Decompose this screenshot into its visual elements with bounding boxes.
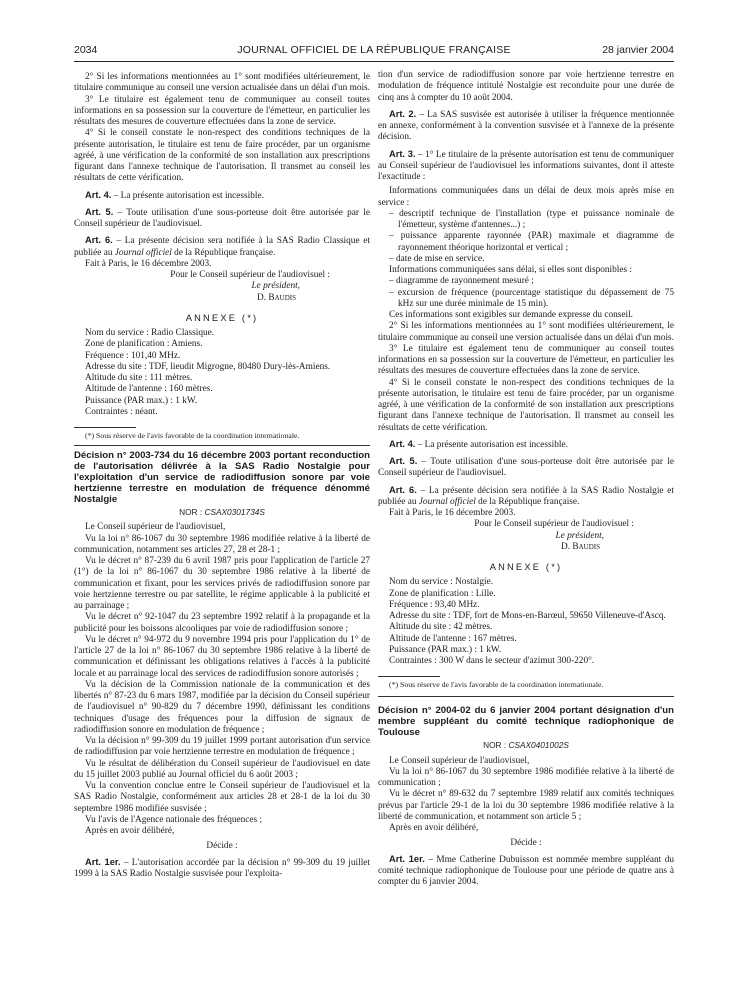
annex-line: Zone de planification : Amiens. xyxy=(85,339,203,350)
signature-role xyxy=(378,531,674,542)
article-label: Art. 4. xyxy=(389,438,416,449)
list-item: – puissance apparente rayonnée (PAR) maximale et diagramme de rayonnement théorique horizontal et vertical ; xyxy=(389,231,674,253)
annex-line: Altitude de l'antenne : 160 mètres. xyxy=(85,384,213,395)
body-paragraph: Vu le décret n° 87-239 du 6 avril 1987 pris pour l'application de l'article 27 (1°) de la loi n° 86-1067 du 30 septembre 1986 relative à la liberté de communication et fixant, pour les services privés de radiodiffusion sonore par voie hertzienne terrestre ou par satellite, le régime applicable à la publicité et au parrainage ; xyxy=(74,556,370,611)
article-5 xyxy=(378,456,674,480)
signature-role-text: Le président, xyxy=(555,530,604,541)
annex-line: Altitude du site : 42 mètres. xyxy=(389,622,493,633)
page-header xyxy=(74,44,674,60)
article-label: Art. 1er. xyxy=(85,856,121,867)
paragraph: tion d'un service de radiodiffusion sonore par voie hertzienne terrestre en modulation de fréquence intitulé Nostalgie est reconduite pour une durée de cinq ans à compter du 10 août 2004. xyxy=(378,70,674,103)
article-4 xyxy=(378,439,674,451)
signature-role xyxy=(74,281,370,292)
decide-heading: Décide : xyxy=(510,838,542,849)
article-text: – L'autorisation accordée par la décision n° 99-309 du 19 juillet 1999 à la SAS Radio Nostalgie susvisée pour l'exploita- xyxy=(74,857,370,879)
article-text: – La présente décision sera notifiée à la SAS Radio Classique et publiée au xyxy=(74,236,370,258)
article-1 xyxy=(378,854,674,889)
article-label: Art. 1er. xyxy=(389,853,425,864)
annex-line: Contraintes : 300 W dans le secteur d'azimut 300-220°. xyxy=(389,656,595,666)
paragraph: 3° Le titulaire est également tenu de communiquer au conseil toutes informations en sa possession sur la couverture de l'émetteur, en particulier les résultats des mesures de couverture effectuées dans la zone de service. xyxy=(74,94,370,127)
annex-line: Altitude du site : 111 mètres. xyxy=(85,373,193,383)
article-text: – La présente décision sera notifiée à la SAS Radio Nostalgie et publiée au xyxy=(378,485,674,507)
article-label: Art. 2. xyxy=(389,108,417,119)
decision-body xyxy=(378,756,674,835)
paragraph: 4° Si le conseil constate le non-respect des conditions techniques de la présente autorisation, le titulaire est tenu de faire procéder, par un organisme agréé, à une vérification de la conformité de son installation aux prescriptions figurant dans l'annexe technique de l'autorisation. Il transmet au conseil les résultats de cette vérification. xyxy=(378,377,674,433)
body-paragraph: Le Conseil supérieur de l'audiovisuel, xyxy=(85,522,226,533)
nor-label: NOR : xyxy=(483,740,509,751)
annex-line: Puissance (PAR max.) : 1 kW. xyxy=(389,644,502,655)
section-divider xyxy=(378,696,674,697)
annex-line: Puissance (PAR max.) : 1 kW. xyxy=(85,395,198,406)
header-rule xyxy=(74,61,674,62)
annex-line: Adresse du site : TDF, fort de Mons-en-Barœul, 59650 Villeneuve-d'Ascq. xyxy=(389,611,666,621)
journal-reference: Journal officiel xyxy=(418,496,476,507)
article-label: Art. 6. xyxy=(85,235,113,246)
body-paragraph: Le Conseil supérieur de l'audiovisuel, xyxy=(389,755,530,766)
list-item: – diagramme de rayonnement mesuré ; xyxy=(389,276,534,287)
article-label: Art. 5. xyxy=(389,456,418,466)
nor-code: CSAX0301734S xyxy=(204,507,265,517)
article-text: – Mme Catherine Dubuisson est nommée membre suppléant du comité technique radiophonique de Toulouse pour une période de quatre ans à compter du 6 janvier 2004. xyxy=(378,854,674,887)
divider xyxy=(378,676,440,677)
nor-code: CSAX0401002S xyxy=(508,740,569,751)
article-text: – La SAS susvisée est autorisée à utiliser la fréquence mentionnée en annexe, conformément à la convention susvisée et à l'annexe de la présente décision. xyxy=(378,109,674,143)
section-divider xyxy=(74,445,370,446)
annex-list xyxy=(74,328,370,418)
article-text: – Toute utilisation d'une sous-porteuse doit être autorisée par le Conseil supérieur de l'audiovisuel. xyxy=(74,207,370,229)
info-intro: Informations communiquées dans un délai de deux mois après mise en service : xyxy=(378,186,674,208)
article-6 xyxy=(74,235,370,259)
article-label: Art. 4. xyxy=(85,189,112,200)
annex-line: Contraintes : néant. xyxy=(85,406,158,417)
body-paragraph: Vu le décret n° 89-632 du 7 septembre 1989 relatif aux comités techniques prévus par l'article 29-1 de la loi du 30 septembre 1986 modifiée relative à la liberté de communication, et notamment son article 5 ; xyxy=(378,789,674,822)
body-paragraph: Après en avoir délibéré, xyxy=(389,823,479,833)
signature-line: Pour le Conseil supérieur de l'audiovisuel : xyxy=(474,519,634,530)
page-number: 2034 xyxy=(74,44,98,56)
journal-reference: Journal officiel xyxy=(114,247,172,258)
article-text: de la République française. xyxy=(475,496,580,507)
article-text: – La présente autorisation est incessible. xyxy=(415,439,568,450)
divider xyxy=(74,427,136,428)
info-list xyxy=(378,209,674,265)
nor-reference xyxy=(378,740,674,751)
body-paragraph: Vu la loi n° 86-1067 du 30 septembre 1986 modifiée relative à la liberté de communication, notamment ses articles 27, 28 et 28-1 ; xyxy=(74,533,370,555)
signature-name: D. Baudis xyxy=(561,541,600,552)
annex-line: Fréquence : 101,40 MHz. xyxy=(85,350,181,361)
article-label: Art. 6. xyxy=(389,484,417,495)
place-date: Fait à Paris, le 16 décembre 2003. xyxy=(85,258,212,269)
paragraph: 3° Le titulaire est également tenu de communiquer au conseil toutes informations en sa possession sur la couverture de l'émetteur, en particulier les résultats des mesures de couverture effectuées dans la zone de service. xyxy=(378,343,674,377)
annex-line: Nom du service : Nostalgie. xyxy=(389,577,494,588)
nor-label: NOR : xyxy=(179,507,205,517)
left-column xyxy=(74,72,370,880)
body-paragraph: Vu la décision de la Commission nationale de la communication et des libertés n° 87-23 du 6 mars 1987, modifiée par la décision du Conseil supérieur de l'audiovisuel n° 90-829 du 7 décembre 1990, définissant les conditions techniques d'usage des fréquences pour la diffusion de signaux de radiodiffusion sonore en modulation de fréquence ; xyxy=(74,679,370,735)
article-text: – La présente autorisation est incessible. xyxy=(111,190,264,201)
decision-body xyxy=(74,522,370,837)
paragraph: 4° Si le conseil constate le non-respect des conditions techniques de la présente autorisation, le titulaire est tenu de faire procéder, par un organisme agréé, à une vérification de la conformité de son installation aux prescriptions figurant dans l'annexe technique de l'autorisation. Il transmet au conseil les résultats de cette vérification. xyxy=(74,128,370,184)
body-paragraph: Vu le résultat de délibération du Conseil supérieur de l'audiovisuel en date du 15 juillet 2003 publié au Journal officiel du 6 août 2003 ; xyxy=(74,758,370,780)
article-5 xyxy=(74,207,370,231)
right-column xyxy=(378,70,674,888)
body-paragraph: Vu la convention conclue entre le Conseil supérieur de l'audiovisuel et la SAS Radio Nostalgie, conformément aux articles 28 et 28-1 de la loi du 30 septembre 1986 modifiée susvisée ; xyxy=(74,781,370,814)
body-paragraph: Après en avoir délibéré, xyxy=(85,826,175,836)
body-paragraph: Vu l'avis de l'Agence nationale des fréquences ; xyxy=(85,814,263,825)
body-paragraph: Vu le décret n° 94-972 du 9 novembre 1994 pris pour l'application du 1° de l'article 27 de la loi n° 86-1067 du 30 septembre 1986 relative à la liberté de communication et définissant les obligations relatives à l'accès à la publicité locale et au parrainage local des services de radiodiffusion sonore autorisés ; xyxy=(74,634,370,679)
decision-title: Décision n° 2004-02 du 6 janvier 2004 portant désignation d'un membre suppléant du comité technique radiophonique de Toulouse xyxy=(378,705,674,739)
article-6 xyxy=(378,485,674,509)
body-paragraph: Vu la loi n° 86-1067 du 30 septembre 1986 modifiée relative à la liberté de communication ; xyxy=(378,766,674,788)
annex-line: Nom du service : Radio Classique. xyxy=(85,328,215,338)
annex-line: Adresse du site : TDF, lieudit Migrogne, 80480 Dury-lès-Amiens. xyxy=(85,361,331,372)
annex-line: Fréquence : 93,40 MHz. xyxy=(389,599,480,610)
paragraph: 2° Si les informations mentionnées au 1° sont modifiées ultérieurement, le titulaire communique au conseil une version actualisée dans un délai d'un mois. xyxy=(378,321,674,343)
annex-list xyxy=(378,577,674,667)
journal-title: JOURNAL OFFICIEL DE LA RÉPUBLIQUE FRANÇAISE xyxy=(237,44,511,56)
article-text: de la République française. xyxy=(171,247,276,258)
annex-title: ANNEXE (*) xyxy=(489,562,563,572)
signature-line: Pour le Conseil supérieur de l'audiovisuel : xyxy=(170,270,330,280)
article-label: Art. 3. xyxy=(389,148,416,159)
place-date: Fait à Paris, le 16 décembre 2003. xyxy=(389,508,516,518)
article-2 xyxy=(378,109,674,144)
list-item: – excursion de fréquence (pourcentage statistique du dépassement de 75 kHz sur une durée minimale de 15 min). xyxy=(389,287,674,309)
annex-line: Zone de planification : Lille. xyxy=(389,588,496,599)
signature-name: D. Baudis xyxy=(257,292,296,303)
decision-title: Décision n° 2003-734 du 16 décembre 2003 portant reconduction de l'autorisation délivrée à la SAS Radio Nostalgie pour l'exploitation d'un service de radiodiffusion sonore par voie hertzienne terrestre en modulation de fréquence dénommé Nostalgie xyxy=(74,450,370,505)
footnote: (*) Sous réserve de l'avis favorable de la coordination internationale. xyxy=(389,680,604,690)
body-paragraph: Vu le décret n° 92-1047 du 23 septembre 1992 relatif à la propagande et la publicité pour les boissons alcooliques par voie de radiodiffusion sonore ; xyxy=(74,612,370,634)
nor-reference xyxy=(74,507,370,518)
decide-heading: Décide : xyxy=(206,841,238,852)
footnote: (*) Sous réserve de l'avis favorable de la coordination internationale. xyxy=(85,431,300,440)
article-1 xyxy=(74,857,370,881)
list-item: – descriptif technique de l'installation (type et puissance nominale de l'émetteur, système d'antennes...) ; xyxy=(389,208,674,230)
annex-title: ANNEXE (*) xyxy=(185,312,259,323)
article-label: Art. 5. xyxy=(85,206,114,217)
article-text: – Toute utilisation d'une sous-porteuse doit être autorisée par le Conseil supérieur de l'audiovisuel. xyxy=(378,457,674,479)
body-paragraph: Vu la décision n° 99-309 du 19 juillet 1999 portant autorisation d'un service de radiodiffusion par voie hertzienne terrestre en modulation de fréquence ; xyxy=(74,736,370,758)
article-4 xyxy=(74,190,370,202)
signature-role-text: Le président, xyxy=(251,281,300,292)
issue-date: 28 janvier 2004 xyxy=(602,44,674,56)
article-text: – 1° Le titulaire de la présente autorisation est tenu de communiquer au Conseil supérieur de l'audiovisuel les informations suivantes, dont il atteste l'exactitude : xyxy=(378,149,674,182)
annex-line: Altitude de l'antenne : 167 mètres. xyxy=(389,633,517,644)
list-item: – date de mise en service. xyxy=(389,253,485,264)
paragraph: Ces informations sont exigibles sur demande expresse du conseil. xyxy=(389,310,633,320)
article-3 xyxy=(378,149,674,184)
paragraph: 2° Si les informations mentionnées au 1° sont modifiées ultérieurement, le titulaire communique au conseil une version actualisée dans un délai d'un mois. xyxy=(74,72,370,94)
info-intro: Informations communiquées sans délai, si elles sont disponibles : xyxy=(389,265,632,275)
info-list xyxy=(378,276,674,310)
